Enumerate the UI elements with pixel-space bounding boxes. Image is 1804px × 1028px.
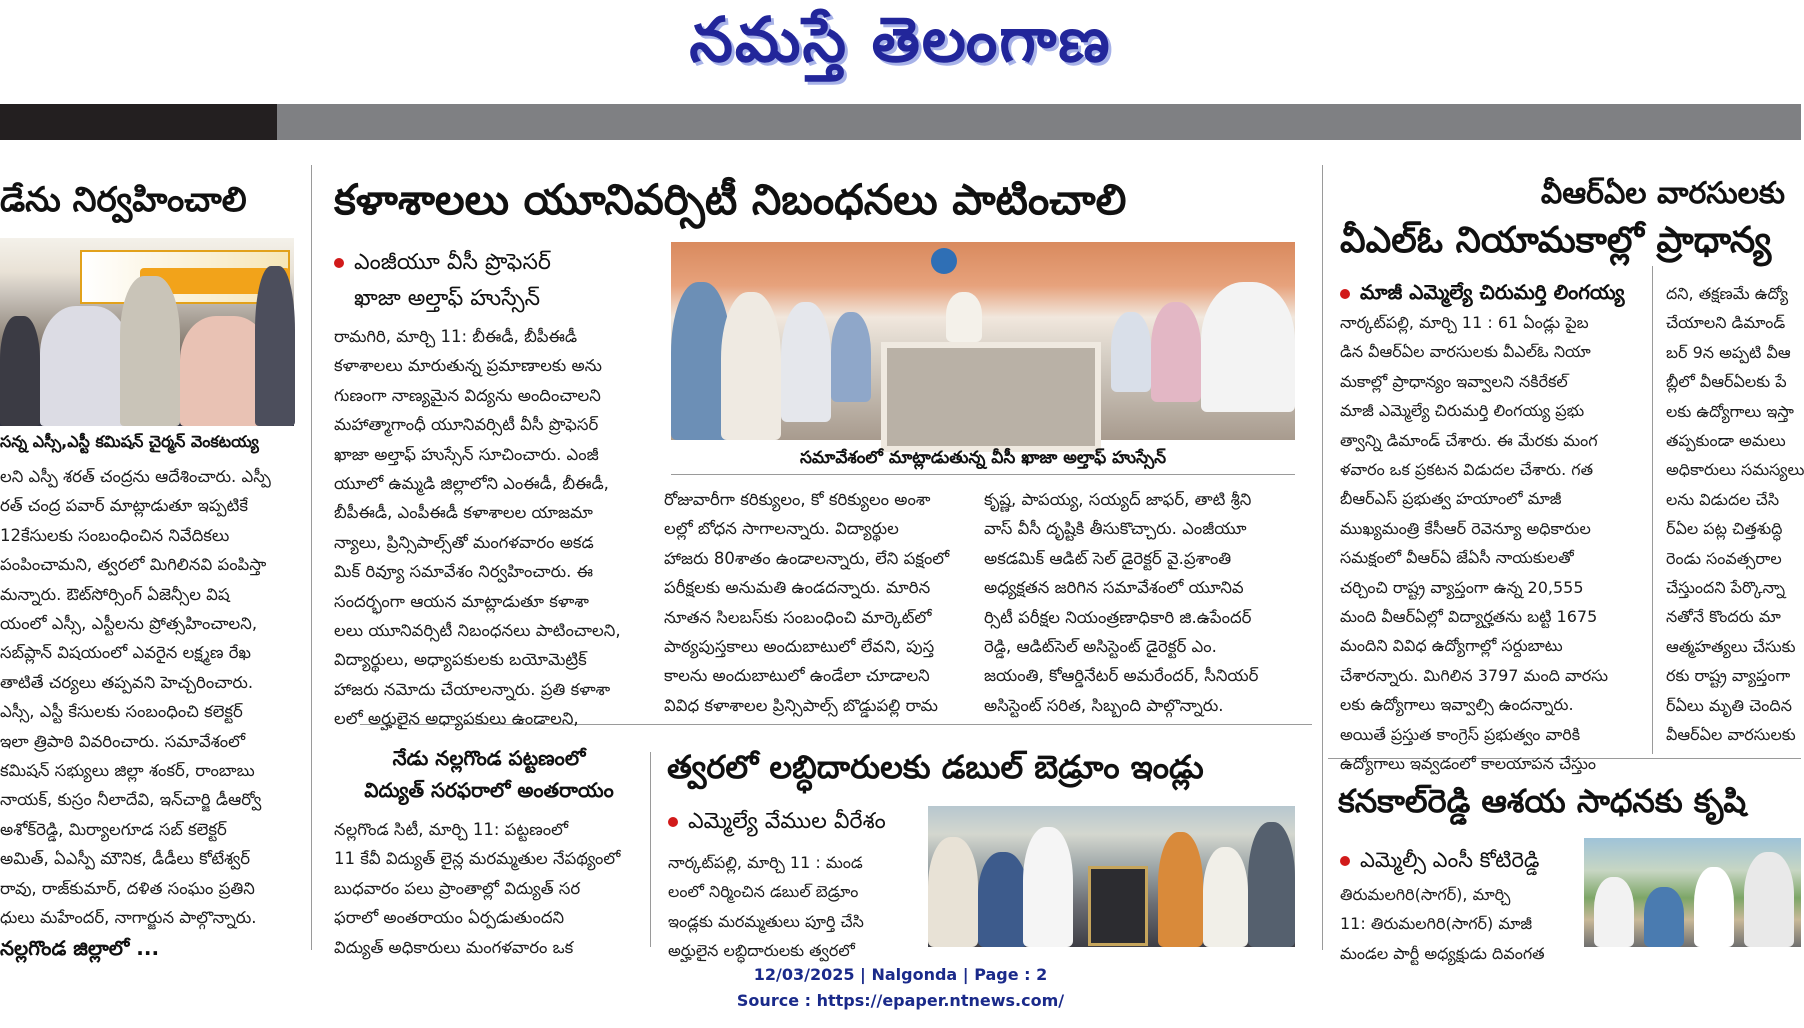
person-figure (40, 306, 130, 426)
left-photo-caption: సన్న ఎస్సీ,ఎస్టీ కమిషన్ చైర్మన్ వెంకటయ్య (0, 432, 259, 451)
person-figure (120, 276, 180, 426)
text-line: మన్నారు. ఔట్‌సోర్సింగ్ ఏజెన్సీల విష (0, 584, 230, 604)
text-line: కాలను అందుబాటులో ఉండేలా చూడాలని (664, 666, 930, 686)
subhead-line: ఎంజీయూ వీసీ ప్రొఫెసర్ (354, 250, 551, 275)
text-line: చేస్తుందని పేర్కొన్నా (1666, 578, 1786, 598)
vra-headline-1: వీఆర్ఏల వారసులకు (1540, 176, 1785, 211)
text-line: చర్చించి రాష్ట్ర వ్యాప్తంగా ఉన్న 20,555 (1340, 577, 1584, 597)
text-line: ముఖ్యమంత్రి కేసీఆర్ రెవెన్యూ అధికారుల (1340, 518, 1591, 538)
kanakal-body (1340, 880, 1580, 963)
text-line: వాస్ వీసీ దృష్టికి తీసుకొచ్చారు. ఎంజీయూ (984, 519, 1247, 539)
text-line: చేయాలని డిమాండ్ (1666, 313, 1786, 333)
person-figure (831, 312, 871, 402)
column-divider (1322, 165, 1323, 950)
vra-body-col1 (1340, 308, 1646, 774)
text-line: సబ్‌ప్లాన్ విషయంలో ఎవరైన లక్ష్మణ రేఖ (0, 643, 251, 663)
person-figure (928, 837, 978, 947)
footer-date-line: 12/03/2025 | Nalgonda | Page : 2 (753, 965, 1048, 984)
person-figure (0, 316, 40, 426)
inauguration-plaque (1088, 866, 1148, 946)
text-line: విద్యుత్ అధికారులు మంగళవారం ఒక (334, 937, 574, 957)
text-line: నార్కట్‌పల్లి, మార్చి 11 : 61 ఏండ్లు పైబ (1340, 313, 1589, 332)
footer-source-line: Source : https://epaper.ntnews.com/ (736, 991, 1065, 1010)
person-figure (1744, 852, 1794, 947)
text-line: ర్ఏలు మృతి చెందిన (1666, 695, 1792, 715)
text-line: హాజరు నమోదు చేయాలన్నారు. ప్రతి కళాశా (334, 679, 611, 699)
person-figure (1694, 867, 1734, 947)
subhead-line: ఎమ్మెల్సీ ఎంసీ కోటిరెడ్డి (1360, 848, 1540, 872)
main-photo-caption: సమావేశంలో మాట్లాడుతున్న వీసీ ఖాజా అల్తాఫ్ హుస్సేన్ (799, 448, 1167, 468)
meeting-photo (671, 242, 1295, 440)
header-band-dark (0, 104, 277, 140)
text-line: పంపించామని, త్వరలో మిగిలినవి పంపిస్తా (0, 555, 267, 575)
text-line: త్వాన్ని డిమాండ్ చేశారు. ఈ మేరకు మంగ (1340, 430, 1598, 450)
text-line: నూతన సిలబస్‌కు సంబంధించి మార్కెట్‌లో (664, 607, 932, 627)
text-line: వివిధ కళాశాలల ప్రిన్సిపాల్స్ బొడ్డుపల్లి రామ (664, 695, 938, 715)
text-line: తిరుమలగిరి(సాగర్), మార్చి (1340, 885, 1511, 904)
text-line: లంలో నిర్మించిన డబుల్ బెడ్రూం (668, 882, 859, 902)
person-figure (255, 266, 295, 426)
left-headline: డేను నిర్వహించాలి (0, 180, 247, 220)
housing-body (668, 848, 916, 961)
text-line: రావు, రాజ్‌కుమార్, దళిత సంఘం ప్రతిని (0, 878, 255, 898)
subhead-line: ఎమ్మెల్యే వేముల వీరేశం (688, 809, 886, 834)
text-line: యంలో ఎస్సీ, ఎస్టీలను ప్రోత్సహించాలని, (0, 614, 258, 634)
person-figure (1248, 822, 1295, 947)
kanakal-photo (1584, 838, 1801, 947)
text-line: 11 కేవీ విద్యుత్ లైన్ల మరమ్మతుల నేపథ్యంలో (334, 849, 621, 869)
text-line: అధికారులు సమస్యలు (1666, 460, 1804, 480)
text-line: రోజువారీగా కరిక్యులం, కో కరిక్యులం అంశా (664, 490, 931, 509)
text-line: ళవారం ఒక ప్రకటన విడుదల చేశారు. గత (1340, 460, 1594, 480)
text-line: ఇలా త్రిపాఠి వివరించారు. సమావేశంలో (0, 731, 246, 751)
left-body (0, 462, 298, 932)
text-line: న్యాలు, ప్రిన్సిపాల్స్‌తో మంగళవారం అకడ (334, 532, 594, 552)
person-figure (1594, 877, 1634, 947)
text-line: ఖాజా అల్తాఫ్ హుస్సేన్ సూచించారు. ఎంజీ (334, 444, 599, 464)
text-line: మిక్ రివ్యూ సమావేశం నిర్వహించారు. ఈ (334, 562, 593, 582)
university-emblem-icon (931, 248, 957, 274)
person-figure (978, 852, 1028, 947)
text-line: సమక్షంలో వీఆర్ఏ జేఏసీ నాయకులతో (1340, 548, 1574, 568)
text-line: రెండు సంవత్సరాల (1666, 548, 1782, 568)
text-line: నార్కట్‌పల్లి, మార్చి 11 : మండ (668, 853, 863, 872)
text-line: ర్సిటీ పరీక్షల నియంత్రణాధికారి జి.ఉపేందర్ (984, 607, 1252, 627)
text-line: లని ఎస్పీ శరత్ చంద్రను ఆదేశించారు. ఎస్పీ (0, 467, 271, 486)
text-line: ఫరాలో అంతరాయం ఏర్పడుతుందని (334, 908, 565, 928)
text-line: కృష్ణ, పాపయ్య, సయ్యద్ జాఫర్, తాటి శ్రీని (984, 490, 1252, 509)
masthead (0, 0, 1801, 100)
main-headline: కళాశాలలు యూనివర్సిటీ నిబంధనలు పాటించాలి (334, 175, 1127, 224)
vra-body-col2 (1666, 279, 1804, 754)
text-line: ఎస్సీ, ఎస్టీ కేసులకు సంబంధించి కలెక్టర్ (0, 702, 243, 722)
kanakal-subhead (1340, 842, 1580, 878)
text-line: హాజరు 80శాతం ఉండాలన్నారు, లేని పక్షంలో (664, 548, 950, 568)
text-line: ఇండ్లకు మరమ్మతులు పూర్తి చేసి (668, 911, 864, 931)
text-line: నల్లగొండ సిటీ, మార్చి 11: పట్టణంలో (334, 820, 569, 839)
text-line: లకు ఉద్యోగాలు ఇవ్వాల్సి ఉందన్నారు. (1340, 695, 1574, 715)
kanakal-headline: కనకాల్‌రెడ్డి ఆశయ సాధనకు కృషి (1338, 782, 1747, 820)
text-line: దని, తక్షణమే ఉద్యో (1666, 284, 1789, 303)
column-divider (311, 165, 312, 950)
person-figure (1111, 312, 1151, 392)
subhead-line: ఖాజా అల్తాఫ్ హుస్సేన్ (354, 286, 541, 311)
text-line: అర్హులైన లబ్ధిదారులకు త్వరలో (668, 941, 855, 961)
text-line: 11: తిరుమలగిరి(సాగర్) మాజీ (1340, 914, 1533, 934)
power-headline-1: నేడు నల్లగొండ పట్టణంలో (392, 746, 586, 770)
text-line: వీఆర్ఏల వారసులకు (1666, 725, 1796, 745)
text-line: పరీక్షలకు అనుమతి ఉండదన్నారు. మారిన (664, 578, 931, 598)
text-line: నతోనే కొందరు మా (1666, 607, 1781, 627)
text-line: అధ్యక్షతన జరిగిన సమావేశంలో యూనివ (984, 578, 1244, 598)
text-line: అకడమిక్ ఆడిట్ సెల్ డైరెక్టర్ వై.ప్రశాంతి (984, 548, 1232, 568)
text-line: సందర్భంగా ఆయన మాట్లాడుతూ కళాశా (334, 591, 589, 611)
power-body (334, 815, 644, 957)
text-line: లను విడుదల చేసి (1666, 489, 1780, 509)
housing-subhead (668, 804, 918, 840)
text-line: మకాల్లో ప్రాధాన్యం ఇవ్వాలని నకిరేకల్ (1340, 371, 1568, 391)
bullet-dot (1340, 856, 1350, 866)
person-figure (1203, 847, 1248, 947)
text-line: పాఠ్యపుస్తకాలు అందుబాటులో లేవని, పుస్త (664, 637, 935, 657)
seminar-photo (0, 238, 294, 426)
text-line: అయితే ప్రస్తుత కాంగ్రెస్ ప్రభుత్వం వారికి (1340, 724, 1581, 744)
text-line: మాజీ ఎమ్మెల్యే చిరుమర్తి లింగయ్య ప్రభు (1340, 401, 1585, 421)
text-line: జయంతి, కోఆర్డినేటర్ అమరేందర్, సీనియర్ (984, 666, 1259, 686)
bullet-dot (668, 817, 678, 827)
header-band-grey (277, 104, 1801, 140)
person-figure (721, 292, 781, 440)
subhead-line: మాజీ ఎమ్మెల్యే చిరుమర్తి లింగయ్య (1360, 280, 1625, 304)
person-figure (1644, 887, 1684, 947)
bullet-dot (334, 258, 344, 268)
text-line: ధులు మహేందర్, నాగార్జున పాల్గొన్నారు. (0, 908, 257, 928)
text-line: రకు రాష్ట్ర వ్యాప్తంగా (1666, 666, 1791, 686)
text-line: అసిస్టెంట్ సరిత, సిబ్బంది పాల్గొన్నారు. (984, 695, 1224, 715)
conference-table (881, 342, 1101, 452)
text-line: రెడ్డి, ఆడిట్‌సెల్ అసిస్టెంట్ డైరెక్టర్ ఎం. (984, 637, 1217, 657)
column-divider (1652, 266, 1653, 754)
text-line: ఆత్మహత్యలు చేసుకు (1666, 636, 1796, 656)
power-headline-2: విద్యుత్ సరఫరాలో అంతరాయం (364, 778, 614, 802)
person-figure (1158, 832, 1203, 947)
text-line: నాయక్, కుస్రం నీలాదేవి, ఇన్‌చార్జి డీఆర్వో (0, 790, 262, 810)
text-line: అమిత్, ఏఎస్పీ మౌనిక, డీడీలు కోటేశ్వర్ (0, 849, 251, 869)
main-body-col1 (334, 322, 644, 729)
bottom-left-fragment: నల్లగొండ జిల్లాలో ... (0, 936, 160, 960)
text-line: కమిషన్ సభ్యులు జిల్లా శంకర్, రాంబాబు (0, 761, 255, 781)
newspaper-logo: నమస్తే తెలంగాణ (689, 3, 1112, 76)
text-line: బీఆర్ఎస్ ప్రభుత్వ హయాంలో మాజీ (1340, 489, 1562, 509)
text-line: మండల పార్టీ అధ్యక్షుడు దివంగత (1340, 943, 1545, 963)
text-line: మందిని వివిధ ఉద్యోగాల్లో సర్దుబాటు (1340, 636, 1563, 656)
column-divider (650, 752, 651, 947)
text-line: తాటితే చర్యలు తప్పవని హెచ్చరించారు. (0, 672, 254, 692)
text-line: గుణంగా నాణ్యమైన విద్యను అందించాలని (334, 385, 601, 405)
text-line: బర్ 9న అప్పటి వీఆ (1666, 342, 1791, 362)
text-line: లలు యూనివర్సిటీ నిబంధనలు పాటించాలని, (334, 621, 621, 641)
text-line: కళాశాలలు మారుతున్న ప్రమాణాలకు అను (334, 356, 602, 376)
main-subhead (334, 245, 634, 317)
page-footer (0, 962, 1801, 1014)
person-figure (1023, 827, 1073, 947)
vra-subhead (1340, 274, 1650, 310)
caption-divider (671, 474, 1295, 475)
housing-photo (928, 806, 1295, 947)
text-line: మహాత్మాగాంధీ యూనివర్సిటీ వీసీ ప్రొఫెసర్ (334, 415, 599, 435)
text-line: విద్యార్థులు, అధ్యాపకులకు బయోమెట్రిక్ (334, 650, 587, 670)
text-line: తప్పకుండా అమలు (1666, 431, 1786, 451)
text-line: బీపీఈడీ, ఎంపీఈడీ కళాశాలల యాజమా (334, 503, 593, 523)
main-body-col3 (984, 485, 1300, 721)
text-line: రామగిరి, మార్చి 11: బీఈడీ, బీపీఈడీ (334, 327, 578, 346)
text-line: లల్లో బోధన సాగాలన్నారు. విద్యార్థుల (664, 519, 899, 539)
person-figure (1201, 282, 1295, 412)
text-line: 12కేసులకు సంబంధించిన నివేదికలు (0, 525, 230, 545)
person-figure (781, 302, 831, 422)
person-figure (946, 292, 982, 342)
text-line: ర్ఏల పట్ల చిత్తశుద్ధి (1666, 519, 1783, 539)
text-line: బుధవారం పలు ప్రాంతాల్లో విద్యుత్ సర (334, 878, 581, 898)
text-line: ఉద్యోగాలు ఇవ్వడంలో కాలయాపన చేస్తుం (1340, 754, 1597, 774)
text-line: రత్ చంద్ర పవార్ మాట్లాడుతూ ఇప్పటికే (0, 496, 248, 516)
main-body-col2 (664, 485, 974, 721)
bullet-dot (1340, 289, 1350, 299)
text-line: లలో అర్హులైన అధ్యాపకులు ఉండాలని, (334, 709, 579, 729)
person-figure (1151, 302, 1201, 402)
text-line: బ్లీలో వీఆర్ఏలకు పే (1666, 372, 1787, 392)
text-line: అశోక్‌రెడ్డి, మిర్యాలగూడ సబ్ కలెక్టర్ (0, 819, 227, 839)
text-line: చేశారన్నారు. మిగిలిన 3797 మంది వారసు (1340, 665, 1608, 685)
text-line: డిన వీఆర్ఏల వారసులకు వీఎల్ఓ నియా (1340, 342, 1591, 362)
text-line: లకు ఉద్యోగాలు ఇస్తా (1666, 401, 1794, 421)
text-line: యూలో ఉమ్మడి జిల్లాలోని ఎంఈడీ, బీఈడీ, (334, 474, 609, 494)
housing-headline: త్వరలో లబ్ధిదారులకు డబుల్ బెడ్రూం ఇండ్లు (667, 748, 1204, 786)
vra-headline-2: వీఎల్ఓ నియామకాల్లో ప్రాధాన్య (1340, 220, 1772, 261)
text-line: మంది వీఆర్ఏల్లో విద్యార్హతను బట్టి 1675 (1340, 607, 1598, 627)
